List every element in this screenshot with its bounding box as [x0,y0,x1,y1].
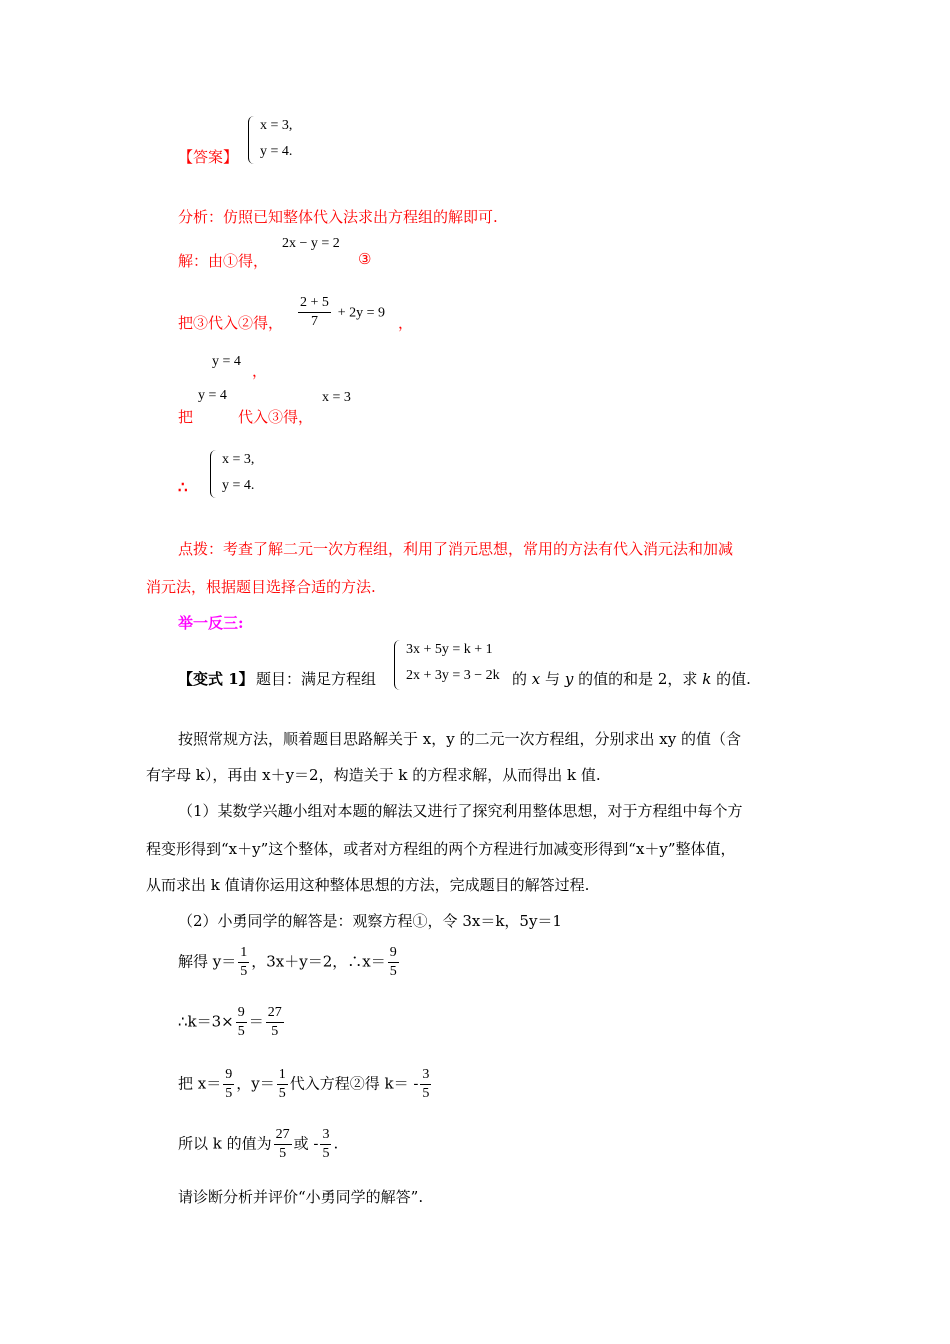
sol-b-mid: ＝ [248,1012,264,1031]
sol-d-den1: 5 [279,1146,287,1161]
solution-step1-eq: 2x − y = 2 [282,236,340,251]
answer-eq1: x = 3, [260,118,293,133]
sol-a-pre: 解得 y＝ [178,952,237,971]
solution-step1-mark: ③ [358,250,372,268]
sol-b-num2: 27 [266,1004,284,1023]
sol-d-mid: 或 - [293,1134,319,1153]
sol-c-pre: 把 x＝ [178,1074,222,1093]
solution-step1-text: 解：由①得， [178,252,269,270]
step2-rest: + 2y = 9 [337,305,385,321]
sol-d-end: . [333,1134,339,1153]
tip-line1: 点拨：考查了解二元一次方程组，利用了消元思想，常用的方法有代入消元法和加减 [178,540,734,558]
sol-c-mid1: ，y＝ [236,1074,275,1093]
variant-label: 【变式 1】 [178,670,254,688]
para3: （2）小勇同学的解答是：观察方程①，令 3x＝k，5y＝1 [178,912,562,930]
variant-yu: 与 [545,670,561,688]
sol-c-num2: 1 [277,1066,288,1085]
sol-a-den1: 5 [240,964,248,979]
variant-y: y [564,670,574,688]
variant-x: x [531,670,541,688]
solution-step2-eq [296,294,385,331]
answer-system [248,116,308,164]
sol-d-num2: 3 [320,1126,331,1145]
para2-line3: 从而求出 k 值请你运用这种整体思想的方法，完成题目的解答过程. [146,876,590,894]
sol-b-den2: 5 [271,1024,279,1039]
para2-line1: （1）某数学兴趣小组对本题的解法又进行了探究利用整体思想，对于方程组中每个方 [178,802,743,820]
sol-d [178,1126,338,1163]
sol-a-num2: 9 [388,944,399,963]
sol-a [178,944,401,981]
para2-line2: 程变形得到“x＋y”这个整体，或者对方程组的两个方程进行加减变形得到“x＋y”整体值， [146,840,736,858]
sol-c-den3: 5 [422,1086,430,1101]
solution-step4-result: x = 3 [322,390,351,405]
solution-step3-eq: y = 4 [212,354,241,369]
para1-line1: 按照常规方法，顺着题目思路解关于 x，y 的二元一次方程组，分别求出 xy 的值（含 [178,730,741,748]
final-system [210,450,270,498]
sol-c-num3: 3 [420,1066,431,1085]
variant-post1: 的 [512,670,528,688]
para1-line2: 有字母 k），再由 x＋y＝2，构造关于 k 的方程求解，从而得出 k 值. [146,766,601,784]
solution-step4-mid: 代入③得， [238,408,314,426]
answer-label: 【答案】 [178,148,239,166]
variant-post2: 的值的和是 2，求 [578,670,698,688]
variant-post3: 的值. [716,670,751,688]
sol-d-den2: 5 [322,1146,330,1161]
final-eq2: y = 4. [222,478,255,493]
sol-c-num1: 9 [223,1066,234,1085]
step2-denominator: 7 [310,314,318,329]
variant-system [394,640,514,690]
answer-eq2: y = 4. [260,144,293,159]
sol-b-pre: ∴k＝3× [178,1012,234,1031]
tip-line2: 消元法，根据题目选择合适的方法. [146,578,376,596]
sol-c [178,1066,433,1103]
sol-c-den1: 5 [225,1086,233,1101]
therefore-symbol: ∴ [178,478,188,496]
sol-c-den2: 5 [278,1086,286,1101]
solution-step2-comma: ， [398,314,414,332]
sol-a-num1: 1 [238,944,249,963]
sol-d-num1: 27 [274,1126,292,1145]
sol-b-num1: 9 [236,1004,247,1023]
extend-title: 举一反三: [178,614,244,632]
final-request: 请诊断分析并评价“小勇同学的解答”. [178,1188,424,1206]
final-eq1: x = 3, [222,452,255,467]
variant-text-pre: 题目：满足方程组 [256,670,377,688]
variant-k: k [702,670,712,688]
solution-step3-comma: ， [252,362,268,380]
sol-c-mid2: 代入方程②得 k＝ - [289,1074,419,1093]
variant-eq1: 3x + 5y = k + 1 [406,642,493,657]
sol-d-pre: 所以 k 的值为 [178,1134,272,1153]
solution-step2-text: 把③代入②得， [178,314,284,332]
sol-b [178,1004,286,1041]
analysis-text: 分析：仿照已知整体代入法求出方程组的解即可. [178,208,498,226]
sol-a-den2: 5 [389,964,397,979]
solution-step4-eq: y = 4 [198,388,227,403]
variant-eq2: 2x + 3y = 3 − 2k [406,668,500,683]
step2-numerator: 2 + 5 [298,294,331,313]
solution-step4-pre: 把 [178,408,194,426]
sol-b-den1: 5 [237,1024,245,1039]
variant-text-post [512,668,751,689]
sol-a-mid: ，3x＋y＝2，∴x＝ [251,952,386,971]
